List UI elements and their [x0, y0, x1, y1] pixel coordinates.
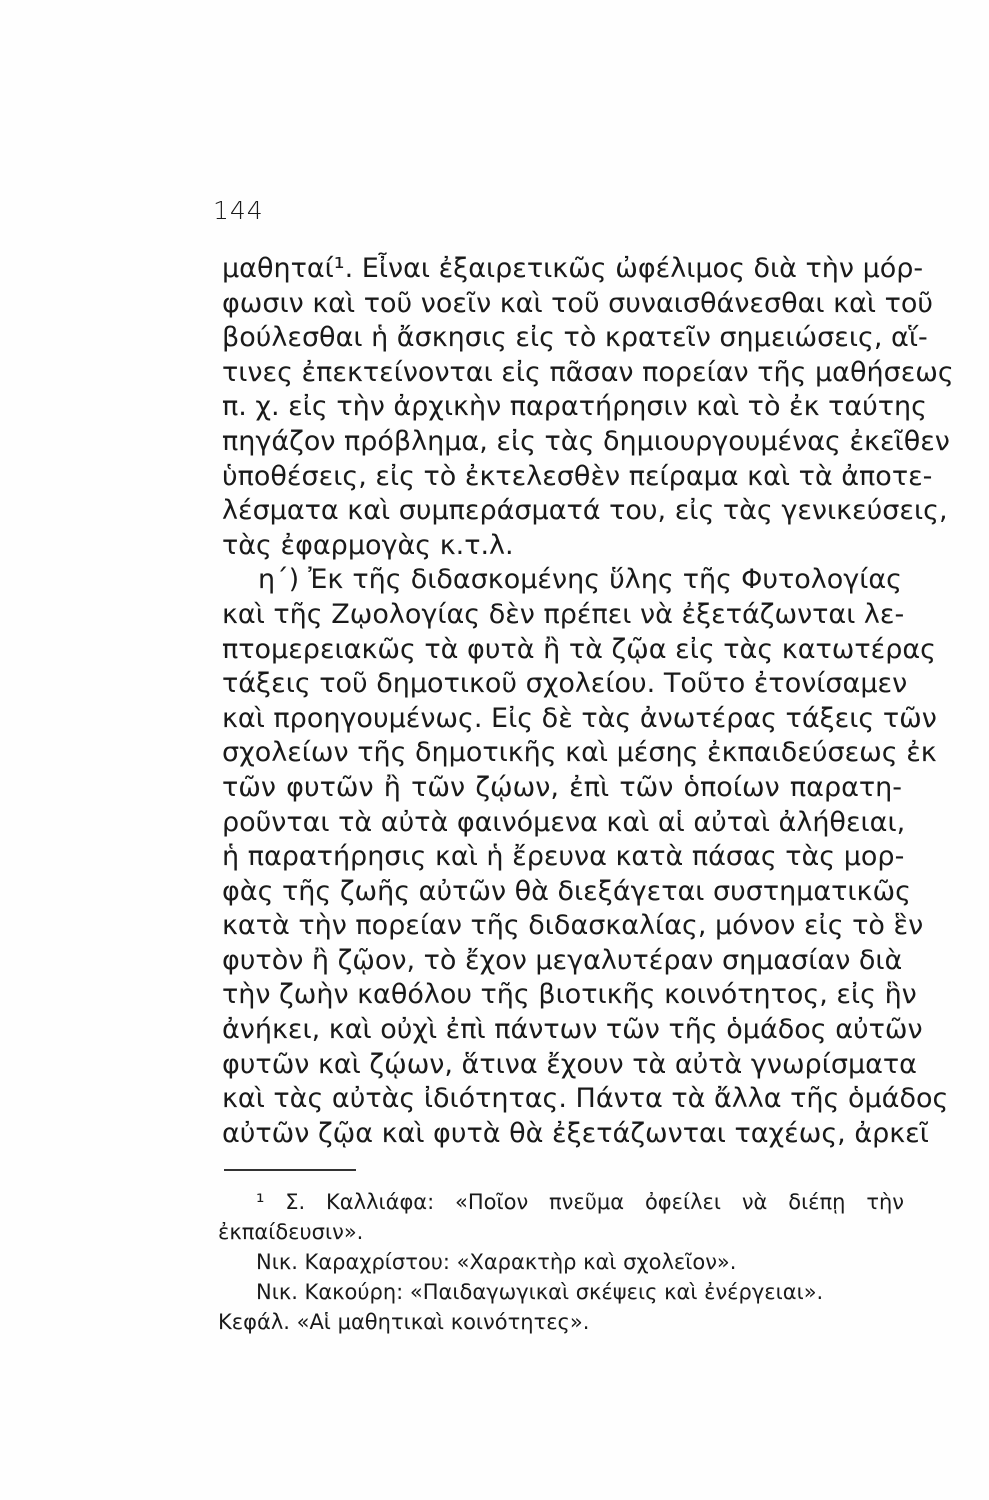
footnotes: [218, 1187, 904, 1337]
text-line: σχολείων τῆς δημοτικῆς καὶ μέσης ἐκπαιδεύσεως ἐκ: [222, 737, 937, 769]
text-line: τάξεις τοῦ δημοτικοῦ σχολείου. Τοῦτο ἐτονίσαμεν: [222, 668, 908, 700]
text-line: ἀνήκει, καὶ οὐχὶ ἐπὶ πάντων τῶν τῆς ὁμάδος αὐτῶν: [222, 1014, 923, 1046]
text-line: π. χ. εἰς τὴν ἀρχικὴν παρατήρησιν καὶ τὸ ἐκ ταύτης: [222, 391, 928, 423]
text-line: τὰς ἐφαρμογὰς κ.τ.λ.: [222, 529, 514, 561]
page-number: 144: [213, 196, 264, 225]
text-line: τὴν ζωὴν καθόλου τῆς βιοτικῆς κοινότητος, εἰς ἣν: [222, 979, 917, 1011]
text-line: βούλεσθαι ἡ ἄσκησις εἰς τὸ κρατεῖν σημειώσεις, αἵ-: [222, 322, 928, 354]
text-line: πηγάζον πρόβλημα, εἰς τὰς δημιουργουμένας ἐκεῖθεν: [222, 425, 950, 457]
main-text: [222, 252, 954, 1151]
text-line: τῶν φυτῶν ἢ τῶν ζῴων, ἐπὶ τῶν ὁποίων παρατη-: [222, 771, 902, 803]
text-line: ἡ παρατήρησις καὶ ἡ ἔρευνα κατὰ πάσας τὰς μορ-: [222, 841, 905, 873]
footnote-line: Νικ. Κακούρη: «Παιδαγωγικαὶ σκέψεις καὶ ἐνέργειαι».: [256, 1280, 824, 1304]
text-line: πτομερειακῶς τὰ φυτὰ ἢ τὰ ζῷα εἰς τὰς κατωτέρας: [222, 633, 936, 665]
footnote-line: ¹ Σ. Καλλιάφα: «Ποῖον πνεῦμα ὀφείλει νὰ διέπῃ τὴν: [256, 1190, 904, 1214]
text-line: φωσιν καὶ τοῦ νοεῖν καὶ τοῦ συναισθάνεσθαι καὶ τοῦ: [222, 287, 933, 319]
text-line: αὐτῶν ζῷα καὶ φυτὰ θὰ ἐξετάζωνται ταχέως, ἀρκεῖ: [222, 1117, 929, 1149]
footnote-divider: [224, 1169, 356, 1171]
text-line: λέσματα καὶ συμπεράσματά του, εἰς τὰς γενικεύσεις,: [222, 495, 948, 527]
text-line: μαθηταί¹. Εἶναι ἐξαιρετικῶς ὠφέλιμος διὰ τὴν μόρ-: [222, 253, 924, 284]
footnote-line: Κεφάλ. «Αἱ μαθητικαὶ κοινότητες».: [218, 1310, 590, 1334]
text-line: ὑποθέσεις, εἰς τὸ ἐκτελεσθὲν πείραμα καὶ τὰ ἀποτε-: [222, 460, 933, 492]
text-line: καὶ τὰς αὐτὰς ἰδιότητας. Πάντα τὰ ἄλλα τῆς ὁμάδος: [222, 1083, 949, 1115]
text-line: τινες ἐπεκτείνονται εἰς πᾶσαν πορείαν τῆς μαθήσεως: [222, 356, 954, 388]
text-line: καὶ τῆς Ζῳολογίας δὲν πρέπει νὰ ἐξετάζωνται λε-: [222, 598, 905, 630]
text-line: η΄) Ἐκ τῆς διδασκομένης ὕλης τῆς Φυτολογίας: [258, 564, 902, 596]
text-line: ροῦνται τὰ αὐτὰ φαινόμενα καὶ αἱ αὐταὶ ἀλήθειαι,: [222, 806, 906, 838]
text-line: καὶ προηγουμένως. Εἰς δὲ τὰς ἀνωτέρας τάξεις τῶν: [222, 702, 937, 734]
footnote-line: Νικ. Καραχρίστου: «Χαρακτὴρ καὶ σχολεῖον».: [256, 1250, 737, 1274]
text-line: φὰς τῆς ζωῆς αὐτῶν θὰ διεξάγεται συστηματικῶς: [222, 875, 911, 907]
footnote-line: ἐκπαίδευσιν».: [218, 1220, 364, 1244]
text-line: φυτῶν καὶ ζῴων, ἅτινα ἔχουν τὰ αὐτὰ γνωρίσματα: [222, 1048, 917, 1080]
text-line: φυτὸν ἢ ζῷον, τὸ ἔχον μεγαλυτέραν σημασίαν διὰ: [222, 944, 903, 976]
text-line: κατὰ τὴν πορείαν τῆς διδασκαλίας, μόνον εἰς τὸ ἓν: [222, 910, 924, 942]
